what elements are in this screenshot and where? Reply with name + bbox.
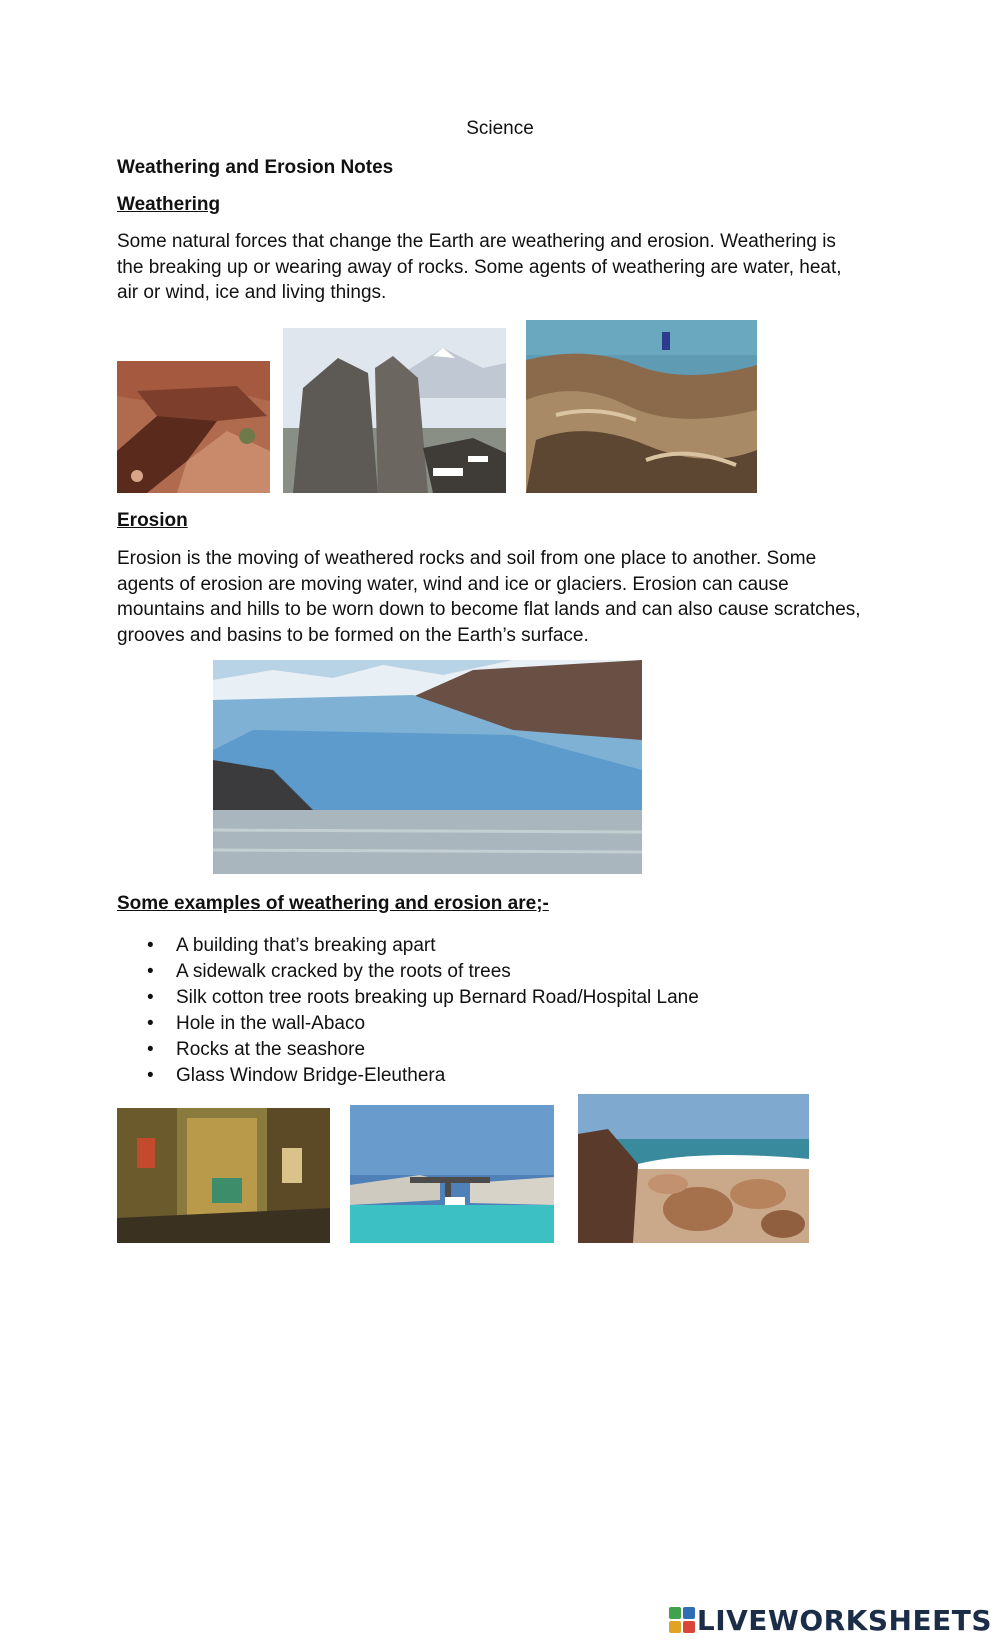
list-item: • A sidewalk cracked by the roots of trees bbox=[117, 959, 699, 985]
paragraph-line: grooves and basins to be formed on the Earth’s surface. bbox=[117, 624, 589, 646]
list-item: • A building that’s breaking apart bbox=[117, 933, 699, 959]
weathering-heading: Weathering bbox=[117, 194, 221, 215]
page-title: Weathering and Erosion Notes bbox=[117, 157, 394, 178]
paragraph-line: the breaking up or wearing away of rocks. Some agents of weathering are water, heat, bbox=[117, 256, 842, 278]
logo-text: LIVEWORKSHEETS bbox=[696, 1603, 992, 1637]
examples-heading: Some examples of weathering and erosion are;- bbox=[117, 893, 549, 914]
seashore-rock-photo bbox=[526, 320, 757, 493]
liveworksheets-logo bbox=[669, 1601, 992, 1639]
paragraph-line: mountains and hills to be worn down to become flat lands and can also cause scratches, bbox=[117, 599, 861, 620]
glass-window-bridge-photo bbox=[350, 1105, 554, 1243]
weathering-paragraph bbox=[117, 229, 892, 306]
list-item: • Glass Window Bridge-Eleuthera bbox=[117, 1063, 699, 1089]
examples-list bbox=[117, 933, 699, 1089]
cracked-rock-photo bbox=[117, 361, 270, 493]
erosion-paragraph bbox=[117, 546, 947, 648]
subject-label: Science bbox=[466, 118, 534, 139]
logo-grid-icon bbox=[669, 1607, 695, 1633]
glacier-photo bbox=[213, 660, 642, 874]
paragraph-line: Erosion is the moving of weathered rocks and soil from one place to another. Some bbox=[117, 548, 817, 569]
seashore-rocks-photo bbox=[578, 1094, 809, 1243]
ruined-building-photo bbox=[117, 1108, 330, 1243]
paragraph-line: air or wind, ice and living things. bbox=[117, 282, 387, 303]
list-item: • Hole in the wall-Abaco bbox=[117, 1011, 699, 1037]
paragraph-line: agents of erosion are moving water, wind and ice or glaciers. Erosion can cause bbox=[117, 573, 789, 595]
list-item: • Rocks at the seashore bbox=[117, 1037, 699, 1063]
list-item: • Silk cotton tree roots breaking up Bernard Road/Hospital Lane bbox=[117, 985, 699, 1011]
split-boulder-photo bbox=[283, 328, 506, 493]
erosion-heading: Erosion bbox=[117, 510, 188, 531]
paragraph-line: Some natural forces that change the Earth are weathering and erosion. Weathering is bbox=[117, 231, 836, 252]
